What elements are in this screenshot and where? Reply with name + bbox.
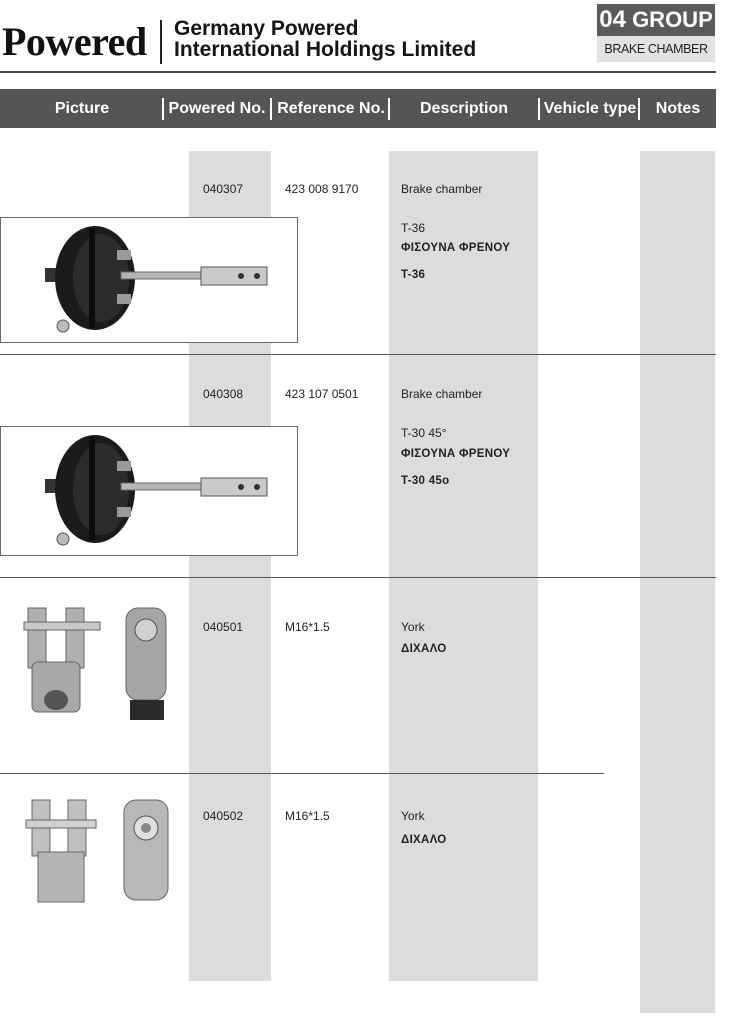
column-header-picture: Picture bbox=[54, 100, 110, 117]
powered-no: 040501 bbox=[203, 620, 244, 634]
description-greek: ΦΙΣΟΥΝΑ ΦΡΕΝΟΥ bbox=[401, 242, 511, 254]
description-text: York bbox=[401, 620, 425, 634]
description-text: T-36 bbox=[401, 221, 426, 235]
row-divider bbox=[0, 773, 604, 774]
brake-chamber-image bbox=[1, 218, 297, 342]
product-picture-brake-chamber bbox=[0, 217, 298, 343]
notes-column-shade bbox=[640, 151, 715, 1013]
group-badge-title bbox=[597, 4, 715, 36]
description-text: Brake chamber bbox=[401, 387, 483, 401]
reference-no: M16*1.5 bbox=[285, 620, 330, 634]
description-text: Brake chamber bbox=[401, 182, 483, 196]
column-header-notes: Notes bbox=[655, 100, 701, 117]
row-divider bbox=[0, 354, 716, 355]
column-header-description: Description bbox=[419, 100, 508, 117]
reference-no: 423 008 9170 bbox=[285, 182, 359, 196]
description-text: York bbox=[401, 809, 425, 823]
logo-divider bbox=[160, 20, 162, 64]
company-logo: Powered bbox=[2, 19, 147, 64]
clevis-yoke-image bbox=[18, 790, 188, 910]
description-greek: ΦΙΣΟΥΝΑ ΦΡΕΝΟΥ bbox=[401, 448, 511, 460]
brake-chamber-image bbox=[1, 427, 297, 555]
description-greek: ΔΙΧΑΛΟ bbox=[401, 643, 447, 655]
reference-no: M16*1.5 bbox=[285, 809, 330, 823]
column-header-reference-no: Reference No. bbox=[277, 100, 385, 117]
clevis-yoke-image bbox=[18, 596, 188, 726]
powered-no: 040308 bbox=[203, 387, 244, 401]
group-number: 04 bbox=[599, 6, 626, 33]
description-greek: T-30 45o bbox=[401, 475, 450, 487]
description-text: T-30 45° bbox=[401, 426, 447, 440]
description-greek: T-36 bbox=[401, 269, 426, 281]
column-header-powered-no: Powered No. bbox=[168, 100, 266, 117]
product-picture-brake-chamber bbox=[0, 426, 298, 556]
product-picture-clevis bbox=[18, 790, 188, 910]
company-name bbox=[174, 18, 476, 60]
reference-no: 423 107 0501 bbox=[285, 387, 359, 401]
row-divider bbox=[0, 577, 716, 578]
company-name-line2: International Holdings Limited bbox=[174, 38, 477, 61]
group-name: BRAKE CHAMBER bbox=[604, 42, 708, 56]
group-word: GROUP bbox=[632, 7, 713, 32]
product-picture-clevis bbox=[18, 596, 188, 726]
powered-no: 040307 bbox=[203, 182, 244, 196]
description-greek: ΔΙΧΑΛΟ bbox=[401, 834, 447, 846]
company-name-line1: Germany Powered bbox=[174, 17, 359, 40]
column-header-vehicle-type: Vehicle type bbox=[543, 100, 637, 117]
header-rule bbox=[0, 71, 716, 73]
powered-no: 040502 bbox=[203, 809, 244, 823]
